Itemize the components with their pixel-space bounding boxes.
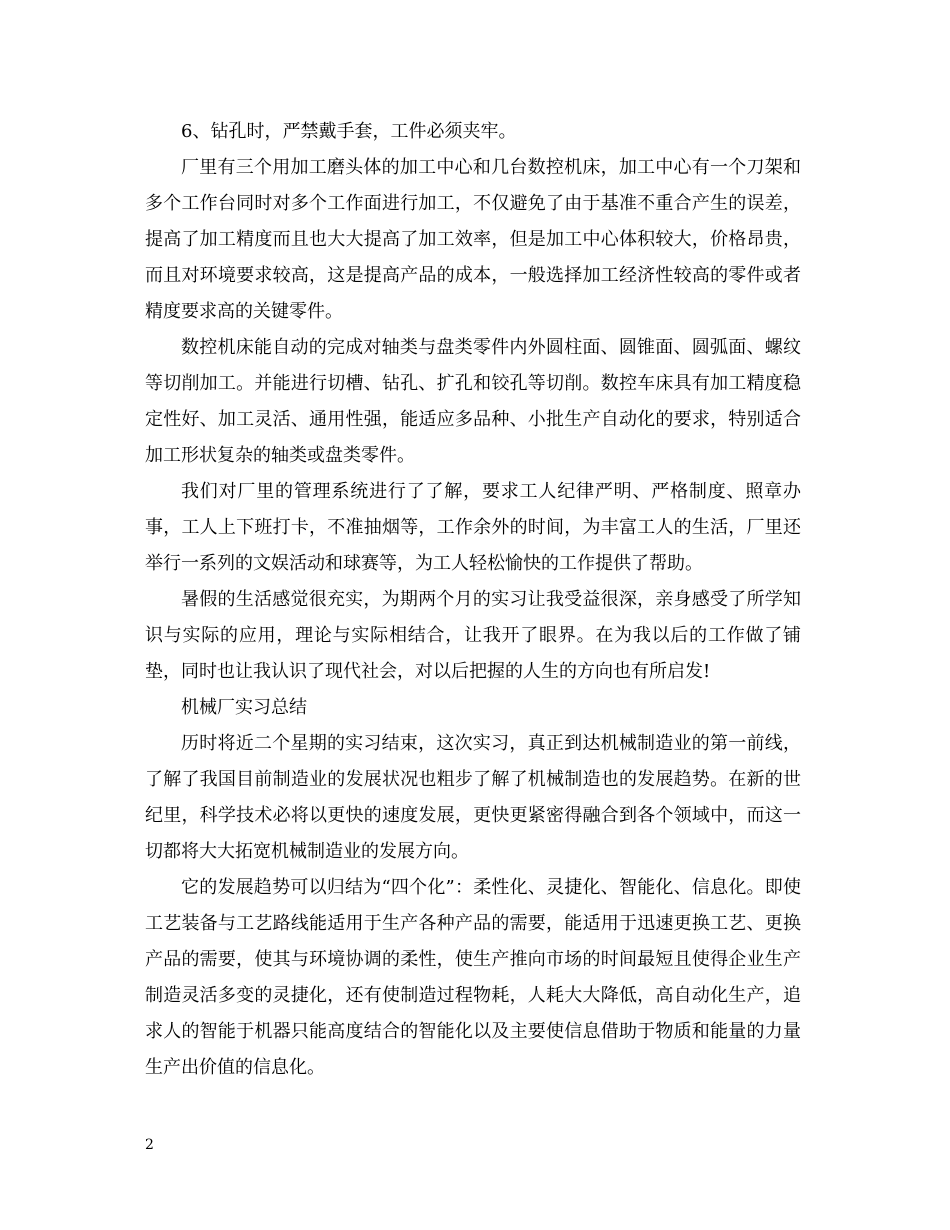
- paragraph-cnc-lathe: 数控机床能自动的完成对轴类与盘类零件内外圆柱面、圆锥面、圆弧面、螺纹等切削加工。并能进行切槽、钻孔、扩孔和铰孔等切削。数控车床具有加工精度稳定性好、加工灵活、通用性强，能适应多品种、小批生产自动化的要求，特别适合加工形状复杂的轴类或盘类零件。: [145, 337, 801, 466]
- paragraph-management: 我们对厂里的管理系统进行了了解，要求工人纪律严明、严格制度、照章办事，工人上下班打卡，不准抽烟等，工作余外的时间，为丰富工人的生活，厂里还举行一系列的文娱活动和球赛等，为工人轻松愉快的工作提供了帮助。: [145, 481, 801, 574]
- page-number: 2: [145, 1137, 154, 1153]
- paragraph-drilling-rule: 6、钻孔时，严禁戴手套，工件必须夹牢。: [181, 121, 517, 142]
- paragraph-internship-summary: 历时将近二个星期的实习结束，这次实习，真正到达机械制造业的第一前线，了解了我国目前制造业的发展状况也粗步了解了机械制造也的发展趋势。在新的世纪里，科学技术必将以更快的速度发展，更快更紧密得融合到各个领域中，而这一切都将大大拓宽机械制造业的发展方向。: [145, 733, 801, 862]
- paragraph-machining-center: 厂里有三个用加工磨头体的加工中心和几台数控机床，加工中心有一个刀架和多个工作台同时对多个工作面进行加工，不仅避免了由于基准不重合产生的误差，提高了加工精度而且也大大提高了加工效率，但是加工中心体积较大，价格昂贵，而且对环境要求较高，这是提高产品的成本，一般选择加工经济性较高的零件或者精度要求高的关键零件。: [145, 157, 801, 322]
- document-body: [145, 114, 801, 1086]
- section-heading: 机械厂实习总结: [181, 697, 307, 718]
- paragraph-summer-reflection: 暑假的生活感觉很充实，为期两个月的实习让我受益很深，亲身感受了所学知识与实际的应用，理论与实际相结合，让我开了眼界。在为我以后的工作做了铺垫，同时也让我认识了现代社会，对以后把握的人生的方向也有所启发!: [145, 589, 801, 682]
- paragraph-development-trends: 它的发展趋势可以归结为“四个化”：柔性化、灵捷化、智能化、信息化。即使工艺装备与工艺路线能适用于生产各种产品的需要，能适用于迅速更换工艺、更换产品的需要，使其与环境协调的柔性，使生产推向市场的时间最短且使得企业生产制造灵活多变的灵捷化，还有使制造过程物耗，人耗大大降低，高自动化生产，追求人的智能于机器只能高度结合的智能化以及主要使信息借助于物质和能量的力量生产出价值的信息化。: [145, 877, 801, 1078]
